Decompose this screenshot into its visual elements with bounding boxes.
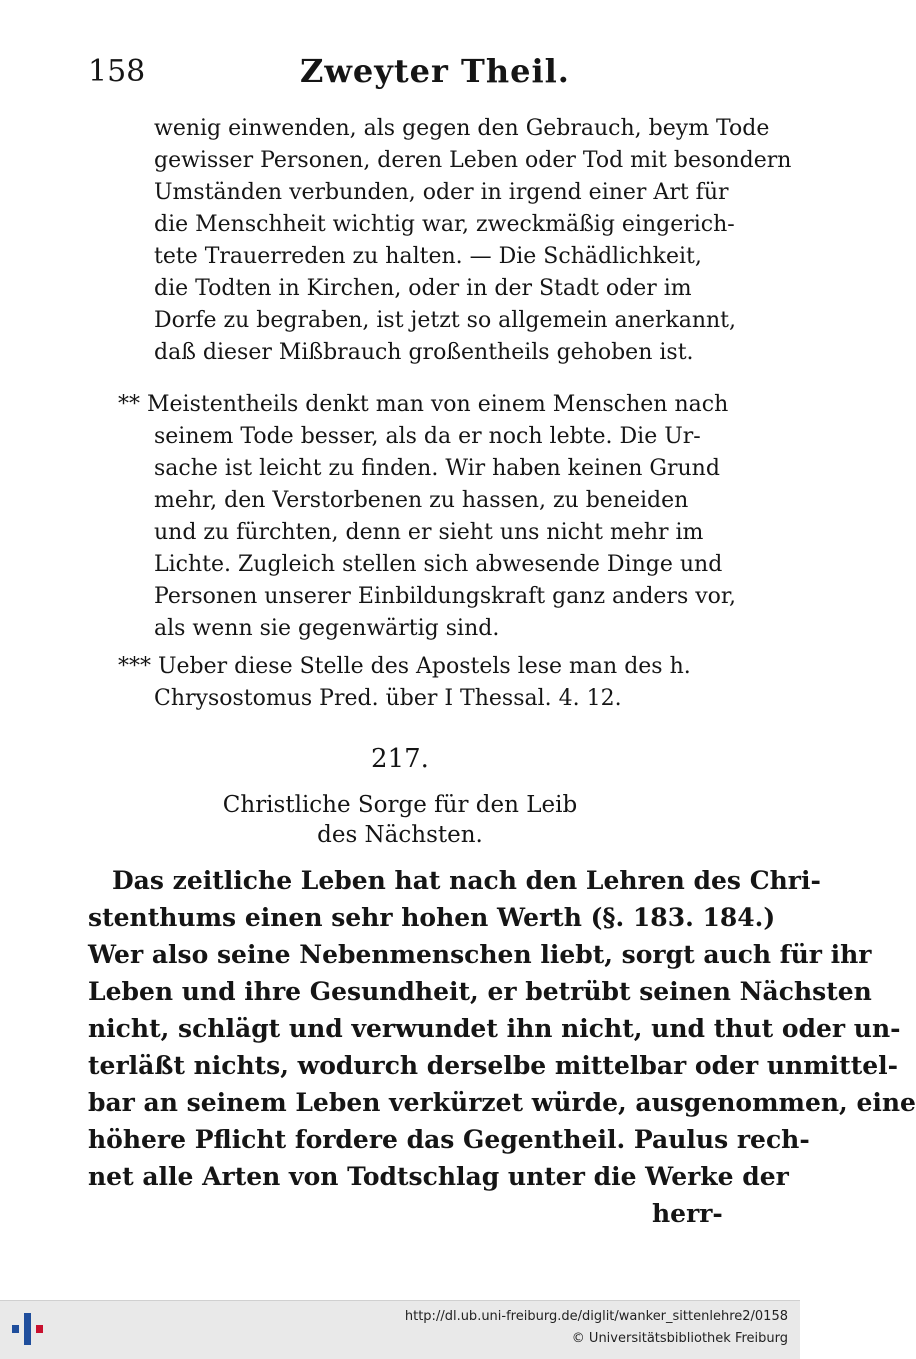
text-line: die Menschheit wichtig war, zweckmäßig eingerich-	[154, 212, 735, 237]
text-line: wenig einwenden, als gegen den Gebrauch, beym Tode	[154, 116, 770, 141]
text-line: nicht, schlägt und verwundet ihn nicht, und thut oder un-	[88, 1014, 901, 1043]
text-line: und zu fürchten, denn er sieht uns nicht mehr im	[154, 520, 704, 545]
text-line: *** Ueber diese Stelle des Apostels lese man des h.	[118, 654, 691, 679]
text-line: die Todten in Kirchen, oder in der Stadt oder im	[154, 276, 692, 301]
text-line: Personen unserer Einbildungskraft ganz anders vor,	[154, 584, 736, 609]
text-line: daß dieser Mißbrauch großentheils gehoben ist.	[154, 340, 694, 365]
permalink-url[interactable]: http://dl.ub.uni-freiburg.de/diglit/wanker_sittenlehre2/0158	[404, 1309, 788, 1324]
text-line: tete Trauerreden zu halten. — Die Schädlichkeit,	[154, 244, 702, 269]
catchword: herr-	[652, 1199, 723, 1228]
page-header	[0, 52, 800, 96]
text-line: net alle Arten von Todtschlag unter die Werke der	[88, 1162, 789, 1191]
text-line: höhere Pflicht fordere das Gegentheil. Paulus rech-	[88, 1125, 810, 1154]
text-line: sache ist leicht zu finden. Wir haben keinen Grund	[154, 456, 720, 481]
running-head: Zweyter Theil.	[300, 52, 570, 90]
text-line: Das zeitliche Leben hat nach den Lehren des Chri-	[112, 866, 821, 895]
viewer-footer	[0, 1300, 800, 1359]
text-line: Umständen verbunden, oder in irgend einer Art für	[154, 180, 729, 205]
text-line: Wer also seine Nebenmenschen liebt, sorgt auch für ihr	[88, 940, 872, 969]
copyright-notice: © Universitätsbibliothek Freiburg	[571, 1331, 788, 1346]
section-number: 217.	[371, 744, 429, 774]
text-line: gewisser Personen, deren Leben oder Tod mit besondern	[154, 148, 792, 173]
text-line: als wenn sie gegenwärtig sind.	[154, 616, 500, 641]
text-line: Dorfe zu begraben, ist jetzt so allgemein anerkannt,	[154, 308, 736, 333]
text-line: stenthums einen sehr hohen Werth (§. 183. 184.)	[88, 903, 776, 932]
text-line: bar an seinem Leben verkürzet würde, ausgenommen, eine	[88, 1088, 916, 1117]
section-title-continued: des Nächsten.	[317, 822, 483, 848]
section-title: Christliche Sorge für den Leib	[222, 792, 578, 818]
text-line: ** Meistentheils denkt man von einem Menschen nach	[118, 392, 729, 417]
text-line: terläßt nichts, wodurch derselbe mittelbar oder unmittel-	[88, 1051, 899, 1080]
text-line: Leben und ihre Gesundheit, er betrübt seinen Nächsten	[88, 977, 872, 1006]
text-line: mehr, den Verstorbenen zu hassen, zu beneiden	[154, 488, 689, 513]
text-line: Lichte. Zugleich stellen sich abwesende Dinge und	[154, 552, 723, 577]
ub-freiburg-logo-icon[interactable]	[10, 1311, 46, 1347]
text-line: seinem Tode besser, als da er noch lebte. Die Ur-	[154, 424, 701, 449]
text-line: Chrysostomus Pred. über I Thessal. 4. 12.	[154, 686, 622, 711]
page-number: 158	[88, 54, 146, 89]
